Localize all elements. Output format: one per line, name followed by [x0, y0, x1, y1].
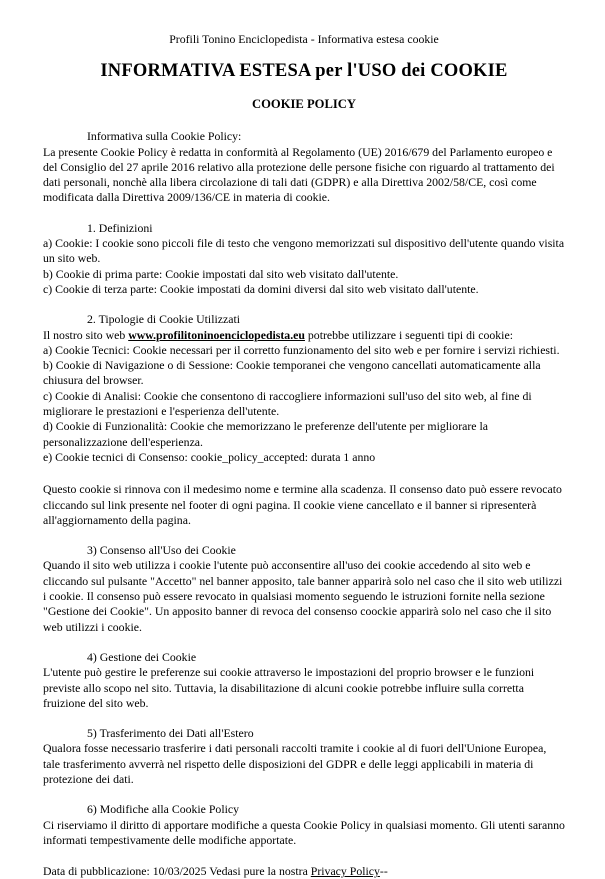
- publication-date-text: Data di pubblicazione: 10/03/2025 Vedasi pure la nostra: [43, 864, 311, 879]
- definition-item-b: b) Cookie di prima parte: Cookie impostati dal sito web visitato dall'utente.: [43, 266, 399, 281]
- section-heading-modifiche: 6) Modifiche alla Cookie Policy: [87, 802, 240, 817]
- gestione-paragraph: L'utente può gestire le preferenze sui cookie attraverso le impostazioni del proprio browser e le funzioni previste allo scopo nel sito. Tuttavia, la disabilitazione di alcuni cookie potrebbe influire sulla corretta fruizione del sito web.: [43, 665, 535, 710]
- intro-heading: Informativa sulla Cookie Policy:: [87, 129, 242, 144]
- trasferimento-paragraph: Qualora fosse necessario trasferire i dati personali raccolti tramite i cookie al di fuori dell'Unione Europea, tale trasferimento avverrà nel rispetto delle disposizioni del GDPR e delle leggi applicabili in materia di protezione dei dati.: [43, 741, 547, 786]
- section-heading-trasferimento: 5) Trasferimento dei Dati all'Estero: [87, 726, 254, 741]
- consent-cookie-note: Questo cookie si rinnova con il medesimo nome e termine alla scadenza. Il consenso dato può essere revocato cliccando sul link presente nel footer di ogni pagina. Il cookie viene cancellato e il banner si ripresenterà all'aggiornamento della pagina.: [43, 482, 562, 527]
- site-url-link[interactable]: www.profilitoninoenciclopedista.eu: [128, 327, 305, 342]
- modifiche-paragraph: Ci riserviamo il diritto di apportare modifiche a questa Cookie Policy in qualsiasi momento. Gli utenti saranno informati tempestivamente delle modifiche apportate.: [43, 817, 565, 847]
- cookie-type-item-a: a) Cookie Tecnici: Cookie necessari per il corretto funzionamento del sito web e per fornire i servizi richiesti.: [43, 342, 560, 357]
- cookie-type-item-c: c) Cookie di Analisi: Cookie che consentono di raccogliere informazioni sull'uso del sito web, al fine di migliorare le prestazioni e l'esperienza dell'utente.: [43, 388, 532, 419]
- site-intro-prefix: Il nostro sito web: [43, 327, 129, 342]
- section-heading-gestione: 4) Gestione dei Cookie: [87, 649, 197, 664]
- definition-item-c: c) Cookie di terza parte: Cookie impostati da domini diversi dal sito web visitato dall'utente.: [43, 281, 479, 296]
- site-intro-line: [43, 328, 565, 343]
- publication-line: [43, 864, 565, 879]
- section-heading-definizioni: 1. Definizioni: [87, 220, 153, 235]
- page-title: INFORMATIVA ESTESA per l'USO dei COOKIE: [100, 61, 508, 82]
- consenso-paragraph: Quando il sito web utilizza i cookie l'utente può acconsentire all'uso dei cookie accedendo al sito web e cliccando sul pulsante "Accetto" nel banner apposito, tale banner apparirà solo nel caso che il sito web utilizzi i cookie. Il consenso può essere revocato in qualsiasi momento seguendo le istruzioni fornite nella sezione "Gestione dei Cookie". Un apposito banner di revoca del consenso coockie apparirà solo nel caso che il sito web utilizzi i cookie.: [43, 558, 563, 634]
- document-header: Profili Tonino Enciclopedista - Informativa estesa cookie: [169, 32, 439, 46]
- privacy-policy-link[interactable]: Privacy Policy: [310, 864, 380, 879]
- intro-paragraph: La presente Cookie Policy è redatta in conformità al Regolamento (UE) 2016/679 del Parlamento europeo e del Consiglio del 27 aprile 2016 relativo alla protezione delle persone fisiche con riguardo al trattamento dei dati personali, nonchè alla libera circolazione di tali dati (GDPR) e alla Direttiva 2002/58/CE, così come modificata dalla Direttiva 2009/136/CE in materia di cookie.: [43, 144, 555, 205]
- cookie-type-item-e: e) Cookie tecnici di Consenso: cookie_policy_accepted: durata 1 anno: [43, 449, 376, 464]
- publication-suffix: --: [379, 864, 388, 879]
- section-heading-consenso: 3) Consenso all'Uso dei Cookie: [87, 543, 236, 558]
- page-subtitle: COOKIE POLICY: [252, 97, 356, 112]
- site-intro-suffix: potrebbe utilizzare i seguenti tipi di cookie:: [304, 327, 513, 342]
- cookie-type-item-b: b) Cookie di Navigazione o di Sessione: Cookie temporanei che vengono cancellati automaticamente alla chiusura del browser.: [43, 358, 541, 388]
- definition-item-a: a) Cookie: I cookie sono piccoli file di testo che vengono memorizzati sul dispositivo dell'utente quando visita un sito web.: [43, 236, 565, 266]
- section-heading-tipologie: 2. Tipologie di Cookie Utilizzati: [87, 312, 241, 327]
- cookie-type-item-d: d) Cookie di Funzionalità: Cookie che memorizzano le preferenze dell'utente per migliorare la personalizzazione dell'esperienza.: [43, 419, 488, 449]
